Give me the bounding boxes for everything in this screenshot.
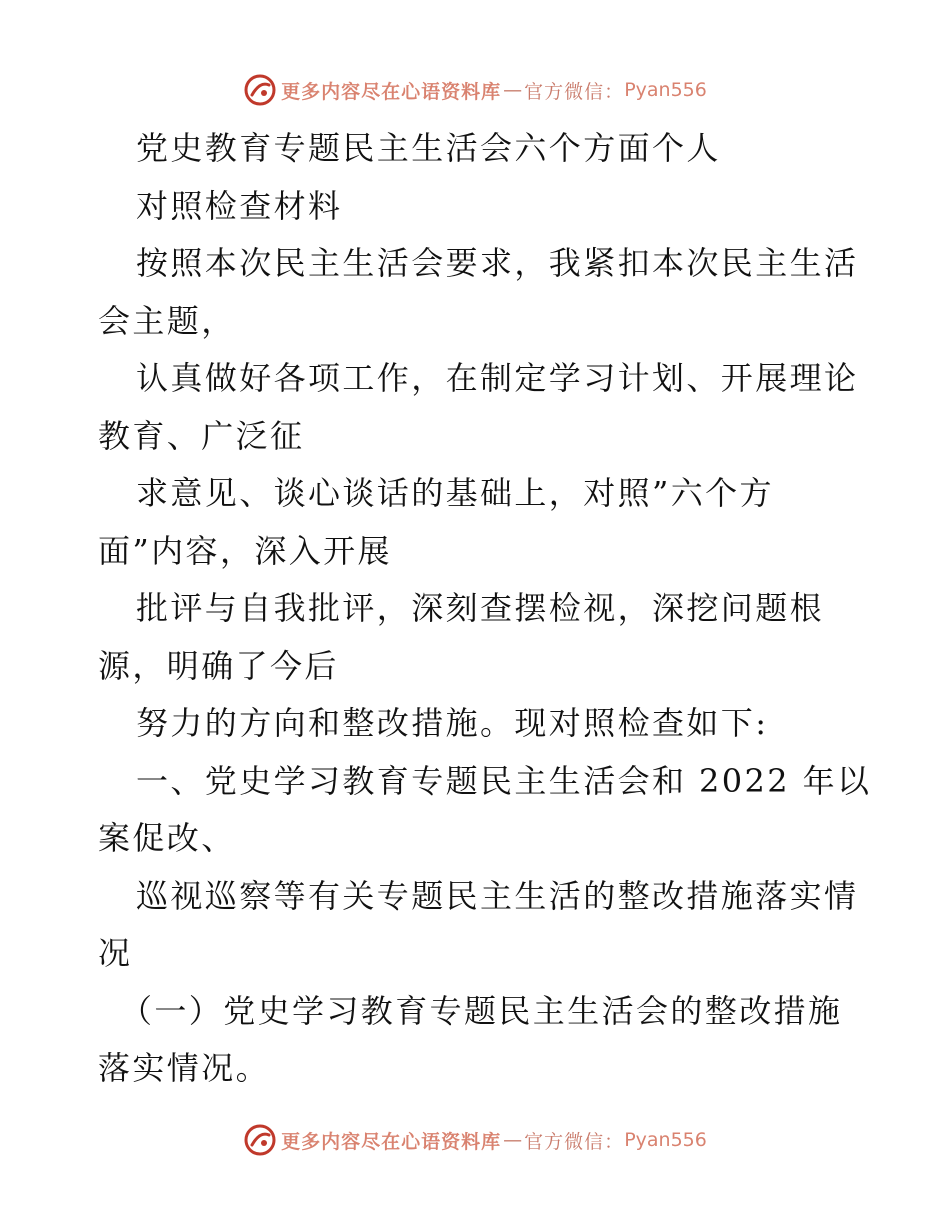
watermark-account: Pyan556	[624, 1129, 707, 1151]
paragraph-line: 努力的方向和整改措施。现对照检查如下:	[136, 704, 769, 742]
watermark-banner-top	[0, 70, 950, 110]
watermark-account: Pyan556	[624, 79, 707, 101]
document-title-line-1: 党史教育专题民主生活会六个方面个人	[136, 129, 721, 167]
watermark-label: 官方微信：	[524, 80, 625, 103]
section-heading-line: 案促改、	[98, 819, 236, 857]
watermark-text: 更多内容尽在心语资料库	[281, 1130, 502, 1153]
document-title-line-2: 对照检查材料	[136, 186, 343, 225]
section-heading-line: 一、党史学习教育专题民主生活会和 2022 年以	[136, 761, 872, 800]
watermark-separator: —	[503, 79, 523, 101]
subsection-heading-line: （一）党史学习教育专题民主生活会的整改措施	[120, 991, 843, 1030]
logo-icon	[243, 73, 277, 107]
paragraph-line: 认真做好各项工作，在制定学习计划、开展理论	[136, 359, 859, 397]
paragraph-line: 面”内容，深入开展	[98, 531, 392, 570]
paragraph-line: 源，明确了今后	[98, 646, 339, 685]
watermark-separator: —	[503, 1129, 523, 1151]
section-heading-line: 巡视巡察等有关专题民主生活的整改措施落实情	[136, 876, 859, 915]
watermark-banner-bottom	[0, 1120, 950, 1160]
document-body	[98, 120, 872, 1098]
paragraph-line: 批评与自我批评，深刻查摆检视，深挖问题根	[136, 589, 825, 627]
subsection-heading-line: 落实情况。	[98, 1049, 271, 1087]
section-heading-line: 况	[98, 934, 133, 972]
paragraph-line: 教育、广泛征	[98, 416, 305, 455]
paragraph-line: 求意见、谈心谈话的基础上，对照”六个方	[136, 474, 774, 512]
paragraph-line: 会主题，	[98, 301, 236, 340]
logo-icon	[243, 1123, 277, 1157]
watermark-label: 官方微信：	[524, 1130, 625, 1153]
paragraph-line: 按照本次民主生活会要求，我紧扣本次民主生活	[136, 244, 859, 282]
watermark-text: 更多内容尽在心语资料库	[281, 80, 502, 103]
